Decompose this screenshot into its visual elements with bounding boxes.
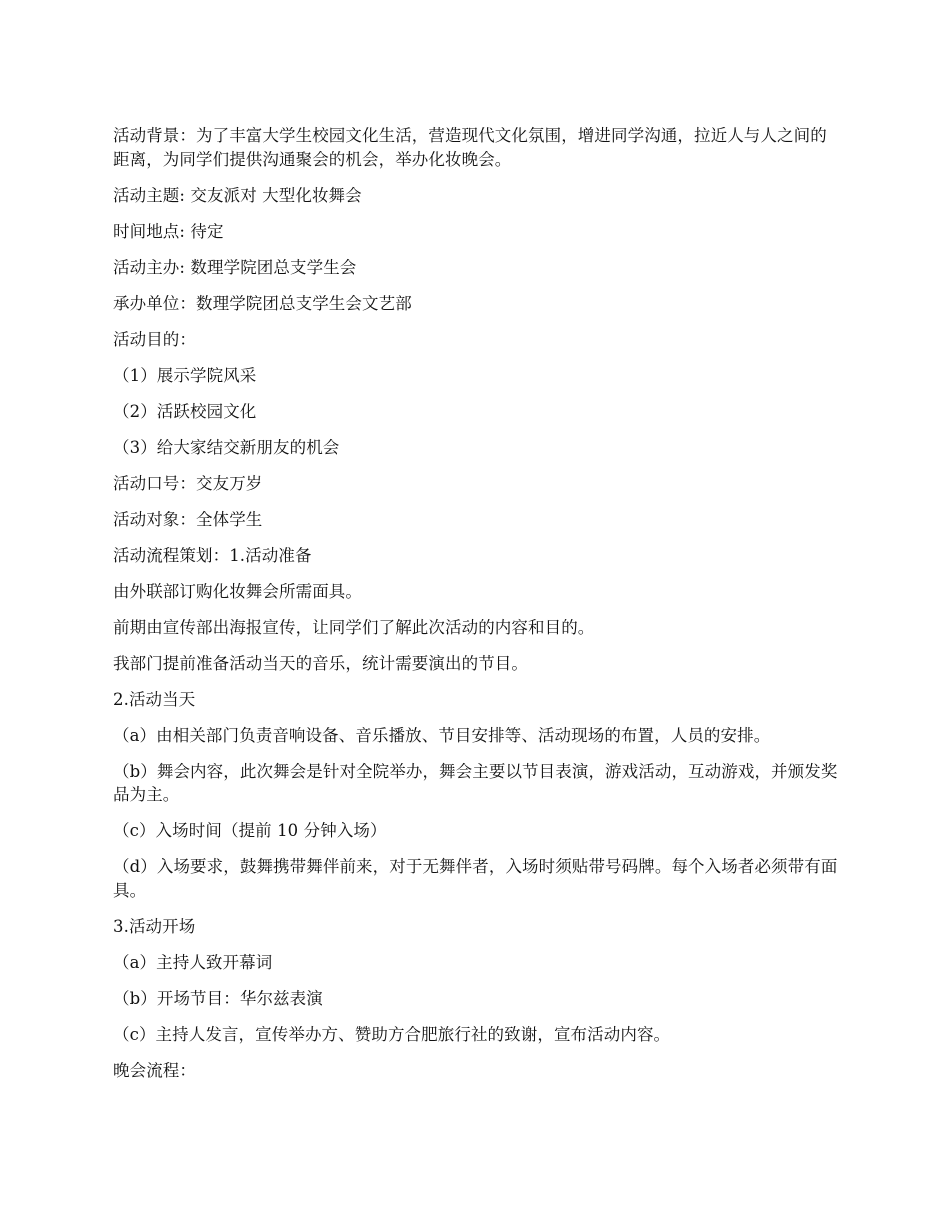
paragraph-theme: 活动主题: 交友派对 大型化妆舞会 <box>113 185 362 205</box>
paragraph-purpose-1: （1）展示学院风采 <box>113 365 257 385</box>
paragraph-time-place: 时间地点: 待定 <box>113 221 224 241</box>
paragraph-background: 活动背景：为了丰富大学生校园文化生活，营造现代文化氛围，增进同学沟通，拉近人与人之间的距离，为同学们提供沟通聚会的机会，举办化妆晚会。 <box>113 126 827 169</box>
paragraph-audience: 活动对象：全体学生 <box>113 509 263 529</box>
paragraph-prep-posters: 前期由宣传部出海报宣传，让同学们了解此次活动的内容和目的。 <box>113 617 595 637</box>
paragraph-opening-a: （a）主持人致开幕词 <box>113 952 273 972</box>
paragraph-slogan: 活动口号：交友万岁 <box>113 473 263 493</box>
paragraph-opening-heading: 3.活动开场 <box>113 916 196 936</box>
paragraph-day-a: （a）由相关部门负责音响设备、音乐播放、节目安排等、活动现场的布置，人员的安排。 <box>113 725 771 745</box>
paragraph-purpose-3: （3）给大家结交新朋友的机会 <box>113 437 340 457</box>
paragraph-day-b: （b）舞会内容，此次舞会是针对全院举办，舞会主要以节目表演，游戏活动，互动游戏，并颁发奖品为主。 <box>113 761 838 804</box>
paragraph-day-c: （c）入场时间（提前 10 分钟入场） <box>113 821 387 840</box>
paragraph-organizer: 活动主办: 数理学院团总支学生会 <box>113 257 357 277</box>
paragraph-prep-music: 我部门提前准备活动当天的音乐，统计需要演出的节目。 <box>113 653 528 673</box>
paragraph-day-d: （d）入场要求，鼓舞携带舞伴前来，对于无舞伴者，入场时须贴带号码牌。每个入场者必须带有面具。 <box>113 857 838 900</box>
paragraph-evening-flow: 晚会流程： <box>113 1060 196 1080</box>
paragraph-process-prep: 活动流程策划：1.活动准备 <box>113 545 312 565</box>
document-page <box>113 124 843 1095</box>
paragraph-day-heading: 2.活动当天 <box>113 689 196 709</box>
paragraph-prep-masks: 由外联部订购化妆舞会所需面具。 <box>113 581 362 601</box>
paragraph-host-unit: 承办单位：数理学院团总支学生会文艺部 <box>113 293 412 313</box>
paragraph-opening-c: （c）主持人发言，宣传举办方、赞助方合肥旅行社的致谢，宣布活动内容。 <box>113 1024 671 1044</box>
paragraph-opening-b: （b）开场节目：华尔兹表演 <box>113 988 323 1008</box>
paragraph-purpose-heading: 活动目的： <box>113 329 196 349</box>
paragraph-purpose-2: （2）活跃校园文化 <box>113 401 257 421</box>
